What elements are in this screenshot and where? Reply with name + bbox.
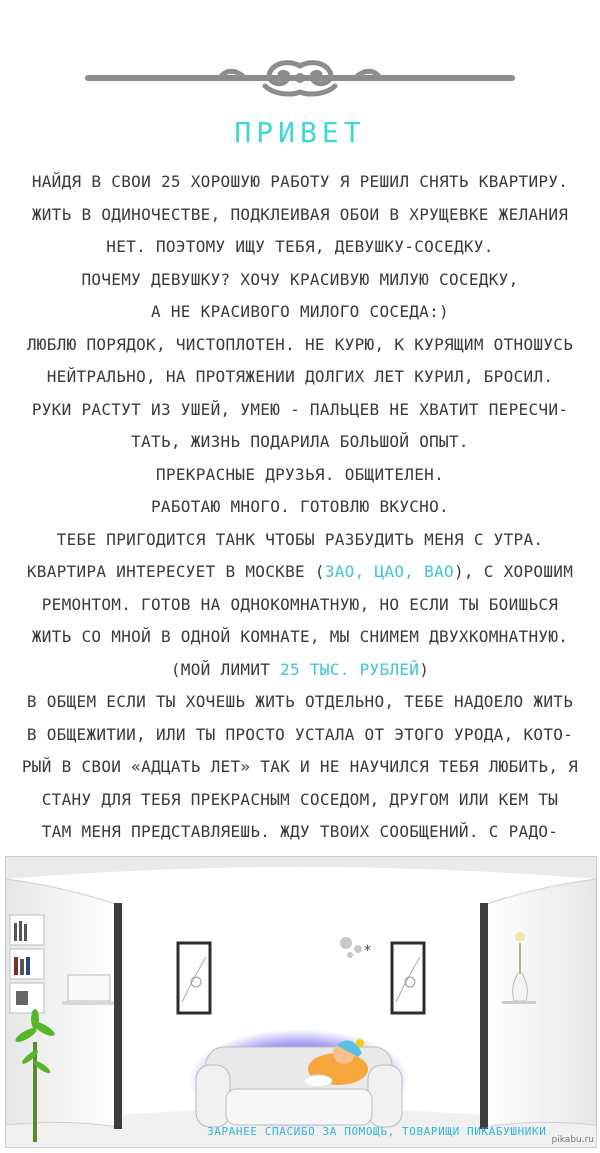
text-line xyxy=(6,556,594,589)
text-line xyxy=(6,361,594,394)
text-line xyxy=(6,784,594,817)
text-segment: ТАМ МЕНЯ ПРЕДСТАВЛЯЕШЬ. ЖДУ ТВОИХ СООБЩЕНИЙ. С РАДО- xyxy=(41,822,559,841)
text-segment: ЖИТЬ В ОДИНОЧЕСТВЕ, ПОДКЛЕИВАЯ ОБОИ В ХРУЩЕВКЕ ЖЕЛАНИЯ xyxy=(31,204,569,224)
text-segment: ЖИТЬ СО МНОЙ В ОДНОЙ КОМНАТЕ, МЫ СНИМЕМ ДВУХКОМНАТНУЮ. xyxy=(31,627,569,646)
text-line xyxy=(6,491,594,524)
text-segment: ), С ХОРОШИМ xyxy=(453,562,574,581)
text-segment: В ОБЩЕЖИТИИ, ИЛИ ТЫ ПРОСТО УСТАЛА ОТ ЭТОГО УРОДА, КОТО- xyxy=(26,724,574,744)
text-line xyxy=(6,329,594,362)
text-line xyxy=(6,426,594,459)
text-segment: ) xyxy=(419,659,430,679)
text-line xyxy=(6,621,594,654)
text-segment: РЕМОНТОМ. ГОТОВ НА ОДНОКОМНАТНУЮ, НО ЕСЛИ ТЫ БОИШЬСЯ xyxy=(41,594,559,614)
ad-text xyxy=(6,166,594,881)
text-line xyxy=(6,686,594,719)
text-segment: А НЕ КРАСИВОГО МИЛОГО СОСЕДА:) xyxy=(151,302,449,321)
text-line xyxy=(6,654,594,687)
highlight-text: 25 ТЫС. РУБЛЕЙ xyxy=(280,659,420,679)
text-line xyxy=(6,589,594,622)
text-segment: ТАТЬ, ЖИЗНЬ ПОДАРИЛА БОЛЬШОЙ ОПЫТ. xyxy=(131,432,469,451)
watermark: pikabu.ru xyxy=(551,1135,594,1145)
text-segment: ТЕБЕ ПРИГОДИТСЯ ТАНК ЧТОБЫ РАЗБУДИТЬ МЕНЯ С УТРА. xyxy=(56,529,544,549)
text-segment: СТАНУ ДЛЯ ТЕБЯ ПРЕКРАСНЫМ СОСЕДОМ, ДРУГОМ ИЛИ КЕМ ТЫ xyxy=(41,789,559,809)
text-line xyxy=(6,296,594,329)
text-line xyxy=(6,394,594,427)
ornament-divider-icon xyxy=(85,58,515,98)
text-segment: ЛЮБЛЮ ПОРЯДОК, ЧИСТОПЛОТЕН. НЕ КУРЮ, К КУРЯЩИМ ОТНОШУСЬ xyxy=(26,334,574,354)
text-segment: (МОЙ ЛИМИТ xyxy=(170,659,281,679)
text-segment: НАЙДЯ В СВОИ 25 ХОРОШУЮ РАБОТУ Я РЕШИЛ СНЯТЬ КВАРТИРУ. xyxy=(31,172,569,191)
text-line xyxy=(6,199,594,232)
text-line xyxy=(6,166,594,199)
text-segment: НЕТ. ПОЭТОМУ ИЩУ ТЕБЯ, ДЕВУШКУ-СОСЕДКУ. xyxy=(106,237,494,256)
room-illustration xyxy=(5,856,597,1148)
text-segment: В ОБЩЕМ ЕСЛИ ТЫ ХОЧЕШЬ ЖИТЬ ОТДЕЛЬНО, ТЕБЕ НАДОЕЛО ЖИТЬ xyxy=(26,692,574,711)
text-segment: КВАРТИРА ИНТЕРЕСУЕТ В МОСКВЕ ( xyxy=(26,562,325,581)
text-line xyxy=(6,459,594,492)
text-segment: ПРЕКРАСНЫЕ ДРУЗЬЯ. ОБЩИТЕЛЕН. xyxy=(155,464,445,484)
text-line xyxy=(6,751,594,784)
text-line xyxy=(6,816,594,849)
text-segment: РЫЙ В СВОИ «АДЦАТЬ ЛЕТ» ТАК И НЕ НАУЧИЛСЯ ТЕБЯ ЛЮБИТЬ, Я xyxy=(21,757,579,776)
text-segment: ПОЧЕМУ ДЕВУШКУ? ХОЧУ КРАСИВУЮ МИЛУЮ СОСЕДКУ, xyxy=(81,269,519,289)
sofa-icon xyxy=(189,1029,409,1129)
text-segment: НЕЙТРАЛЬНО, НА ПРОТЯЖЕНИИ ДОЛГИХ ЛЕТ КУРИЛ, БРОСИЛ. xyxy=(46,367,554,386)
text-line xyxy=(6,524,594,557)
page-title: ПРИВЕТ xyxy=(234,116,366,149)
text-segment: РАБОТАЮ МНОГО. ГОТОВЛЮ ВКУСНО. xyxy=(151,497,449,516)
text-segment: РУКИ РАСТУТ ИЗ УШЕЙ, УМЕЮ - ПАЛЬЦЕВ НЕ ХВАТИТ ПЕРЕСЧИ- xyxy=(31,399,569,419)
thanks-caption: ЗАРАНЕЕ СПАСИБО ЗА ПОМОЩЬ, ТОВАРИЩИ ПИКАБУШНИКИ xyxy=(207,1125,547,1138)
highlight-text: ЗАО, ЦАО, ВАО xyxy=(324,562,454,581)
text-line xyxy=(6,719,594,752)
text-line xyxy=(6,264,594,297)
svg-text:*: * xyxy=(364,943,371,959)
text-line xyxy=(6,231,594,264)
